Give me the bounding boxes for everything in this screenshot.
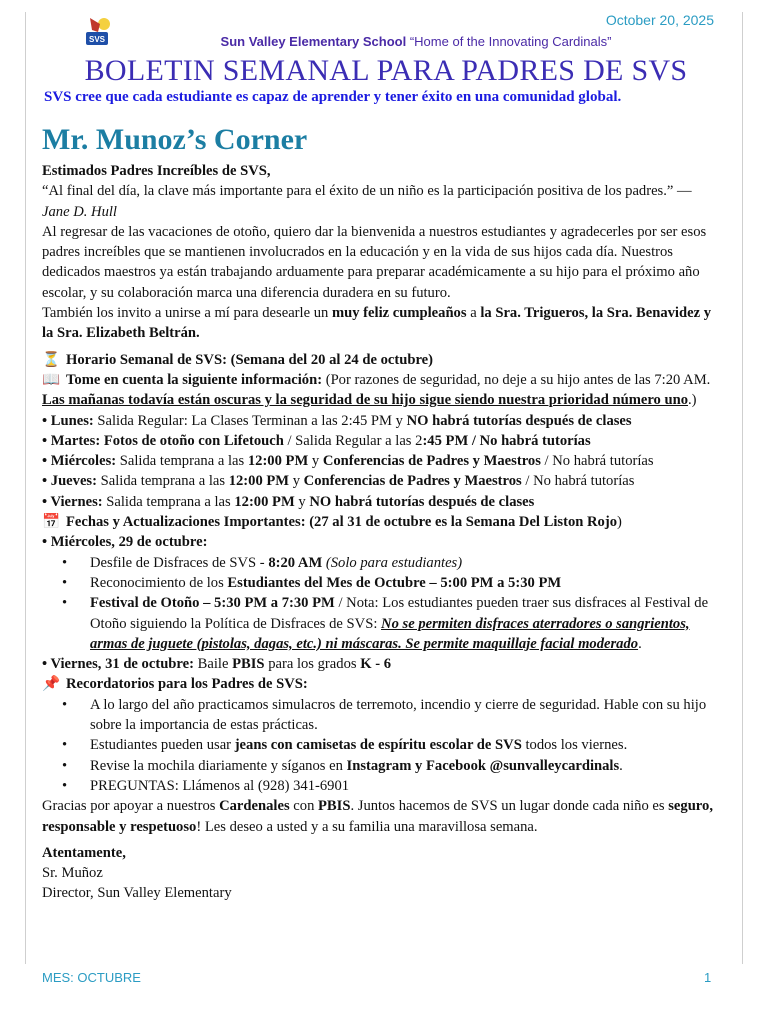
- text-run: A lo largo del año practicamos simulacros de terremoto, incendio y cierre de seguridad. Hable con su hijo sobre la importancia de estas prácticas.: [90, 696, 707, 734]
- text-run: Tome en cuenta la siguiente información:: [66, 371, 323, 388]
- paragraph: [42, 370, 722, 411]
- text-run: 12:00 PM: [247, 453, 309, 470]
- text-run: y: [294, 493, 310, 510]
- text-run: NO habrá tutorías después de clases: [309, 493, 535, 510]
- page-border-left: [25, 12, 26, 964]
- text-run: Al regresar de las vacaciones de otoño, quiero dar la bienvenida a nuestros estudiantes y agradecerles por ser esos padres increíbles que se mantienen involucrados en la educación y en la vida de sus hijos cada día. Nuestros dedicados maestros ya están trabajando arduamente para preparar académicamente a su hijo para el próximo año escolar, y su colaboración marca una diferencia duradera en su futuro.: [42, 223, 707, 301]
- text-run: No se permiten disfraces aterradores o sangrientos, armas de juguete (pistolas, dagas, etc.) ni máscaras. Se permite maquillaje facial moderado: [90, 615, 690, 652]
- paragraph: [42, 222, 722, 303]
- text-run: Atentamente,: [42, 844, 126, 861]
- paragraph: [42, 161, 722, 181]
- text-run: Miércoles:: [50, 453, 117, 470]
- school-name: Sun Valley Elementary School: [220, 34, 407, 49]
- list-item: [42, 411, 722, 431]
- text-run: .): [688, 392, 697, 409]
- text-run: muy feliz cumpleaños: [331, 305, 467, 322]
- list-item: [42, 492, 722, 512]
- text-run: 12:00 PM: [228, 473, 290, 490]
- text-run: Martes: Fotos de otoño con Lifetouch: [50, 432, 284, 449]
- text-run: Fechas y Actualizaciones Importantes: (27 al 31 de octubre es la Semana Del Liston Rojo: [66, 514, 618, 531]
- list-item: [42, 593, 722, 654]
- newsletter-title: BOLETIN SEMANAL PARA PADRES DE SVS: [84, 54, 688, 87]
- text-run: PBIS: [232, 656, 265, 673]
- paragraph: [42, 303, 722, 344]
- list-item: [42, 431, 722, 451]
- text-run: Desfile de Disfraces de SVS -: [90, 554, 269, 571]
- text-run: Reconocimiento de los: [90, 574, 228, 591]
- text-run: . Juntos hacemos de SVS un lugar donde cada niño es: [350, 798, 669, 815]
- text-run: / Salida Regular a las 2: [283, 432, 423, 449]
- text-run: jeans con camisetas de espíritu escolar de SVS: [234, 737, 522, 754]
- school-line: [0, 34, 772, 49]
- text-run: Lunes:: [50, 412, 94, 429]
- list-item: [42, 573, 722, 593]
- text-run: PREGUNTAS: Llámenos al (928) 341-6901: [90, 777, 350, 794]
- hourglass-icon: ⏳: [42, 351, 61, 368]
- text-run: a: [466, 305, 481, 322]
- text-run: Viernes, 31 de octubre:: [50, 656, 194, 673]
- text-run: seguro, responsable y respetuoso: [42, 798, 713, 835]
- section-heading: Mr. Munoz’s Corner: [42, 123, 308, 156]
- text-run: Baile: [193, 656, 233, 673]
- text-run: Revise la mochila diariamente y síganos en: [90, 757, 347, 774]
- pushpin-icon: 📌: [42, 676, 61, 693]
- text-run: Sr. Muñoz: [42, 865, 103, 882]
- text-run: Miércoles, 29 de octubre:: [50, 534, 208, 551]
- text-run: todos los viernes.: [521, 737, 628, 754]
- paragraph: [42, 512, 722, 532]
- text-run: con: [289, 798, 319, 815]
- text-run: (Solo para estudiantes): [322, 554, 463, 571]
- text-run: Las mañanas todavía están oscuras y la seguridad de su hijo sigue siendo nuestra prioridad número uno: [42, 392, 689, 409]
- text-run: (Por razones de seguridad, no deje a su hijo antes de las 7:20 AM.: [322, 371, 711, 388]
- text-run: K - 6: [360, 656, 392, 673]
- list-item: [42, 735, 722, 755]
- text-run: ! Les deseo a usted y a su familia una maravillosa semana.: [196, 818, 538, 835]
- text-run: .: [619, 757, 623, 774]
- school-motto: SVS cree que cada estudiante es capaz de aprender y tener éxito en una comunidad global.: [44, 89, 622, 105]
- text-run: Jane D. Hull: [42, 203, 117, 220]
- paragraph: [42, 796, 722, 837]
- text-run: :45 PM / No habrá tutorías: [422, 432, 591, 449]
- text-run: Festival de Otoño – 5:30 PM a 7:30 PM: [90, 595, 335, 612]
- text-run: Gracias por apoyar a nuestros: [42, 798, 220, 815]
- text-run: NO habrá tutorías después de clases: [406, 412, 632, 429]
- text-run: Jueves:: [50, 473, 97, 490]
- list-item: [42, 451, 722, 471]
- text-run: Recordatorios para los Padres de SVS:: [66, 676, 308, 693]
- text-run: Director, Sun Valley Elementary: [42, 885, 232, 902]
- text-run: / Nota: Los estudiantes pueden traer sus disfraces al Festival de Otoño siguiendo la Política de Disfraces de SVS:: [90, 595, 709, 632]
- text-run: Estimados Padres Increíbles de SVS,: [42, 163, 271, 179]
- text-run: Conferencias de Padres y Maestros: [322, 453, 541, 470]
- text-run: y: [289, 473, 304, 490]
- list-item: [42, 695, 722, 736]
- text-run: “Al final del día, la clave más importante para el éxito de un niño es la participación positiva de los padres.” —: [42, 183, 692, 200]
- text-run: ): [617, 514, 622, 531]
- text-run: 12:00 PM: [234, 493, 295, 510]
- text-run: Salida temprana a las: [102, 493, 235, 510]
- paragraph: [42, 181, 722, 222]
- paragraph: [42, 863, 722, 883]
- list-item: [42, 654, 722, 674]
- school-tagline: “Home of the Innovating Cardinals”: [409, 34, 612, 49]
- text-run: / No habrá tutorías: [521, 473, 635, 490]
- letter-body: [42, 161, 722, 904]
- text-run: Cardenales: [219, 798, 290, 815]
- text-run: .: [638, 635, 642, 652]
- footer-month: MES: OCTUBRE: [42, 970, 141, 985]
- text-run: Conferencias de Padres y Maestros: [303, 473, 522, 490]
- text-run: Instagram y Facebook @sunvalleycardinals: [346, 757, 620, 774]
- page-border-right: [742, 12, 743, 964]
- svg-text:SVS: SVS: [88, 35, 106, 44]
- text-run: Horario Semanal de SVS: (Semana del 20 al 24 de octubre): [66, 351, 433, 368]
- paragraph: [42, 883, 722, 903]
- list-item: [42, 776, 722, 796]
- text-run: PBIS: [318, 798, 351, 815]
- list-item: [42, 532, 722, 552]
- text-run: y: [308, 453, 323, 470]
- paragraph: [42, 843, 722, 863]
- text-run: / No habrá tutorías: [540, 453, 654, 470]
- list-item: [42, 756, 722, 776]
- calendar-icon: 📅: [42, 514, 61, 531]
- text-run: Estudiantes del Mes de Octubre – 5:00 PM a 5:30 PM: [227, 574, 562, 591]
- newsletter-date: October 20, 2025: [605, 12, 714, 28]
- text-run: Salida temprana a las: [116, 453, 248, 470]
- text-run: para los grados: [264, 656, 361, 673]
- text-run: Salida Regular: La Clases Terminan a las 2:45 PM y: [93, 412, 407, 429]
- text-run: 8:20 AM: [268, 554, 323, 571]
- text-run: Estudiantes pueden usar: [90, 737, 235, 754]
- list-item: [42, 471, 722, 491]
- text-run: Viernes:: [50, 493, 103, 510]
- list-item: [42, 553, 722, 573]
- text-run: Salida temprana a las: [96, 473, 229, 490]
- paragraph: [42, 674, 722, 694]
- text-run: También los invito a unirse a mí para desearle un: [42, 305, 332, 322]
- paragraph: [42, 350, 722, 370]
- text-run: la Sra. Trigueros, la Sra. Benavidez y la Sra. Elizabeth Beltrán.: [42, 305, 711, 342]
- page-number: 1: [704, 970, 712, 985]
- book-icon: 📖: [42, 371, 61, 388]
